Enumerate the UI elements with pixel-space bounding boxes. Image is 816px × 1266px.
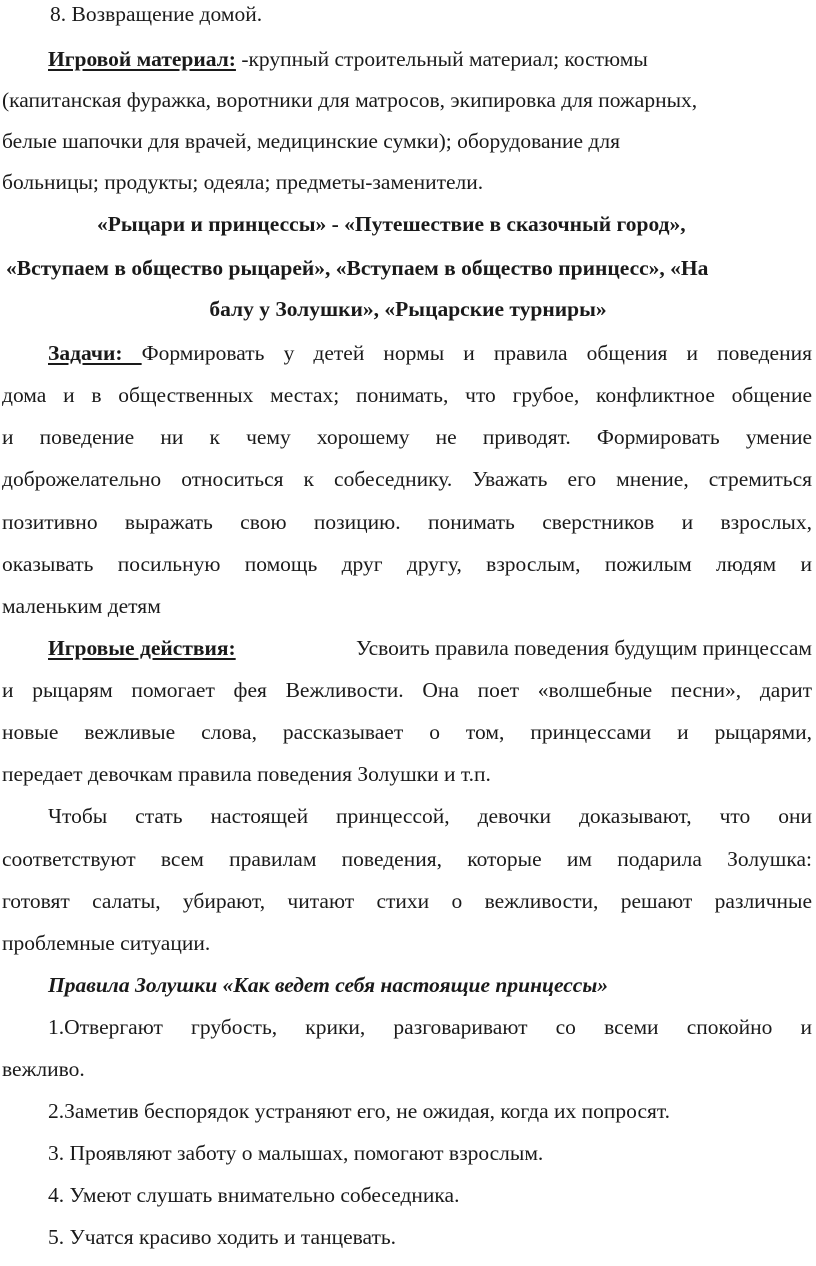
tasks-line: дома и в общественных местах; понимать, что грубое, конфликтное общение	[2, 383, 812, 407]
tasks-line: доброжелательно относиться к собеседнику. Уважать его мнение, стремиться	[2, 467, 812, 491]
rules-title: Правила Золушки «Как ведет себя настоящие принцессы»	[48, 973, 608, 997]
princess-line: проблемные ситуации.	[2, 931, 211, 955]
section-heading: 8. Возвращение домой.	[50, 2, 263, 26]
rule-item: 4. Умеют слушать внимательно собеседника.	[48, 1183, 460, 1207]
tasks-line: маленьким детям	[2, 594, 161, 618]
material-line: белые шапочки для врачей, медицинские сумки); оборудование для	[2, 129, 620, 153]
game-title-line: балу у Золушки», «Рыцарские турниры»	[209, 297, 607, 321]
actions-line: и рыцарям помогает фея Вежливости. Она поет «волшебные песни», дарит	[2, 678, 812, 702]
princess-line: Чтобы стать настоящей принцессой, девочки доказывают, что они	[48, 804, 812, 828]
rule-item: 5. Учатся красиво ходить и танцевать.	[48, 1225, 397, 1249]
princess-line: соответствуют всем правилам поведения, которые им подарила Золушка:	[2, 847, 812, 871]
game-title-line: «Вступаем в общество рыцарей», «Вступаем в общество принцесс», «На	[6, 256, 709, 280]
tasks-text: Формировать у детей нормы и правила общения и поведения	[141, 341, 812, 365]
actions-line: новые вежливые слова, рассказывает о том, принцессами и рыцарями,	[2, 720, 812, 744]
material-label: Игровой материал:	[48, 47, 236, 71]
actions-line: передает девочкам правила поведения Золушки и т.п.	[2, 762, 491, 786]
game-title-line: «Рыцари и принцессы» - «Путешествие в сказочный город»,	[97, 212, 686, 236]
rule-item-continuation: вежливо.	[2, 1057, 85, 1081]
material-line: (капитанская фуражка, воротники для матросов, экипировка для пожарных,	[2, 88, 698, 112]
material-text: -крупный строительный материал; костюмы	[235, 47, 648, 71]
material-paragraph-line	[48, 49, 648, 71]
rule-item: 2.Заметив беспорядок устраняют его, не ожидая, когда их попросят.	[48, 1099, 671, 1123]
tasks-line: и поведение ни к чему хорошему не приводят. Формировать умение	[2, 425, 812, 449]
tasks-line: позитивно выражать свою позицию. понимать сверстников и взрослых,	[2, 510, 812, 534]
actions-paragraph-line	[48, 638, 812, 660]
rule-item: 1.Отвергают грубость, крики, разговаривают со всеми спокойно и	[48, 1015, 812, 1039]
princess-line: готовят салаты, убирают, читают стихи о вежливости, решают различные	[2, 889, 812, 913]
actions-text: Усвоить правила поведения будущим принцессам	[355, 636, 812, 660]
tasks-label: Задачи:	[48, 341, 142, 365]
tasks-line: оказывать посильную помощь друг другу, взрослым, пожилым людям и	[2, 552, 812, 576]
rule-item: 3. Проявляют заботу о малышах, помогают взрослым.	[48, 1141, 544, 1165]
tasks-paragraph-line	[48, 343, 812, 365]
material-line: больницы; продукты; одеяла; предметы-заменители.	[2, 170, 484, 194]
actions-label: Игровые действия:	[48, 636, 236, 660]
